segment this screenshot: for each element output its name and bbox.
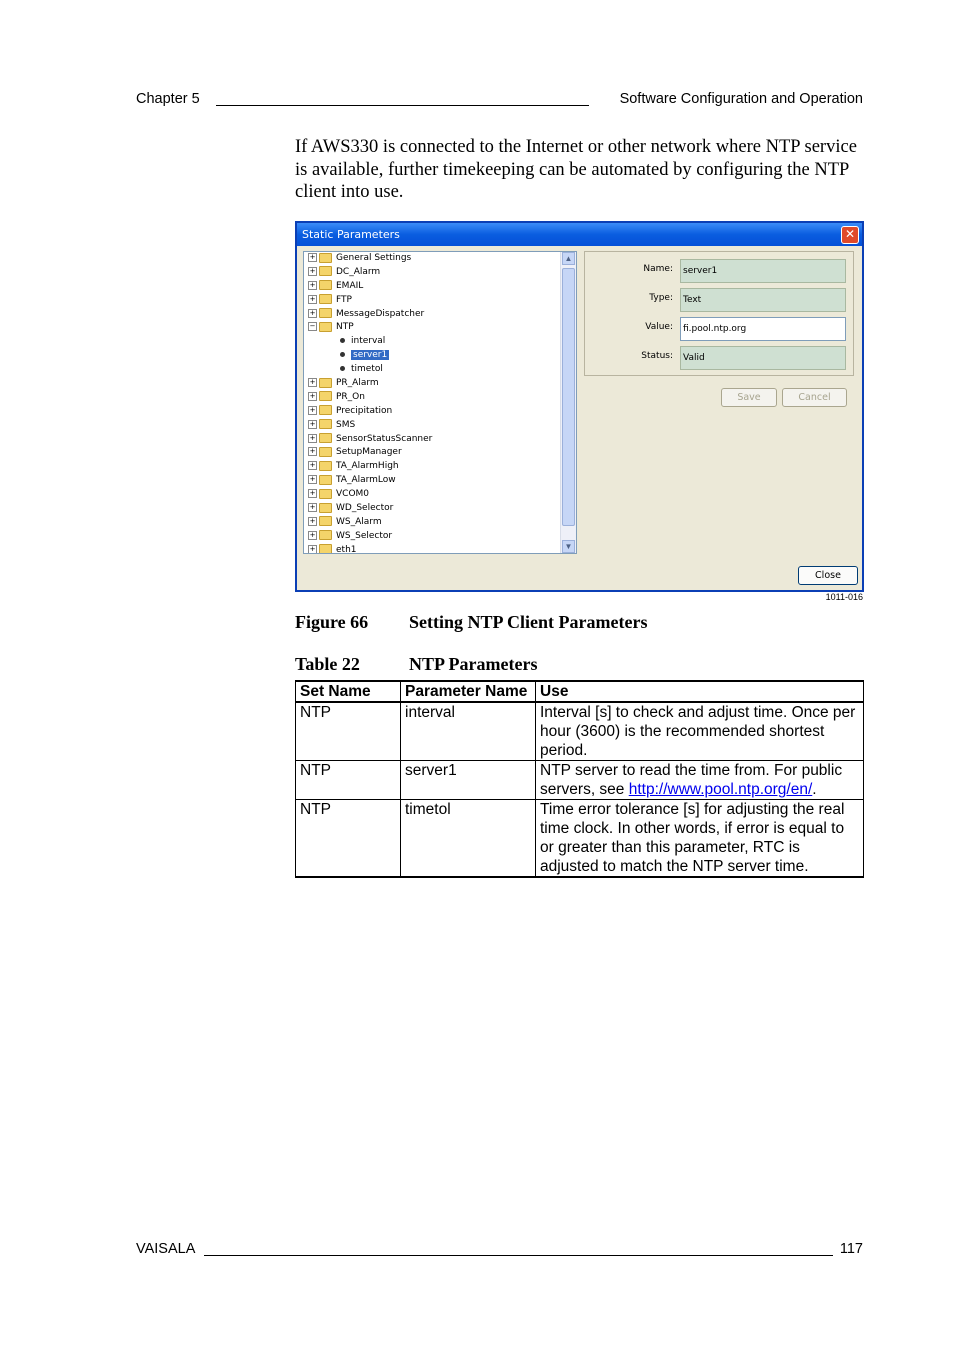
tree-folder-label: WD_Selector	[336, 503, 394, 514]
tree-folder[interactable]	[304, 544, 576, 554]
expand-icon[interactable]: +	[309, 391, 316, 400]
tree-leaf-label: timetol	[351, 364, 383, 375]
tree-leaf-timetol[interactable]	[304, 363, 576, 377]
table-row	[296, 800, 864, 878]
expand-icon[interactable]: +	[309, 419, 316, 428]
collapse-icon[interactable]: −	[309, 322, 316, 331]
tree-folder[interactable]	[304, 530, 576, 544]
folder-icon	[319, 280, 332, 290]
status-row	[585, 346, 853, 370]
use-suffix: .	[812, 781, 817, 798]
folder-icon	[319, 266, 332, 276]
expand-icon[interactable]: +	[309, 447, 316, 456]
folder-icon	[319, 294, 332, 304]
table-row	[296, 761, 864, 800]
tree-folder[interactable]	[304, 321, 576, 335]
folder-icon	[319, 530, 332, 540]
intro-paragraph: If AWS330 is connected to the Internet or other network where NTP service is available, further timekeeping can be automated by configuring the NTP client into use.	[295, 137, 857, 202]
folder-icon	[319, 503, 332, 513]
header-rule	[216, 105, 589, 106]
folder-icon	[319, 489, 332, 499]
expand-icon[interactable]: +	[309, 378, 316, 387]
tree-folder-label: WS_Selector	[336, 530, 393, 541]
tree-folder[interactable]	[304, 252, 576, 266]
folder-icon	[319, 516, 332, 526]
table-title: NTP Parameters	[409, 654, 538, 674]
expand-icon[interactable]: +	[309, 516, 316, 525]
tree-leaf-server1[interactable]	[304, 349, 576, 363]
folder-icon	[319, 433, 332, 443]
value-row	[585, 317, 853, 341]
save-button[interactable]: Save	[721, 388, 777, 407]
tree-folder[interactable]	[304, 446, 576, 460]
tree-folder[interactable]	[304, 391, 576, 405]
name-field: server1	[680, 259, 846, 283]
figure-id: 1011-016	[825, 592, 863, 602]
tree-folder-label: Precipitation	[336, 405, 393, 416]
folder-icon	[319, 391, 332, 401]
folder-icon	[319, 405, 332, 415]
tree-folder-label: WS_Alarm	[336, 516, 382, 527]
figure-caption	[295, 612, 647, 633]
tree-leaf-label: interval	[351, 336, 386, 347]
tree-list	[304, 252, 576, 554]
tree-folder-label: TA_AlarmHigh	[336, 461, 399, 472]
status-label: Status:	[641, 351, 673, 361]
cell-set: NTP	[296, 800, 401, 878]
cell-set: NTP	[296, 702, 401, 761]
tree-folder-label: NTP	[336, 322, 354, 333]
scroll-thumb[interactable]	[562, 268, 575, 526]
parameter-icon	[340, 338, 345, 343]
status-field: Valid	[680, 346, 846, 370]
tree-leaf-label: server1	[353, 350, 388, 361]
pool-ntp-link[interactable]: http://www.pool.ntp.org/en/	[628, 781, 813, 798]
table-number: Table 22	[295, 654, 360, 674]
tree-folder-label: SMS	[336, 419, 356, 430]
tree-folder-label: MessageDispatcher	[336, 308, 425, 319]
folder-icon	[319, 544, 332, 554]
tree-folder-label: PR_Alarm	[336, 378, 379, 389]
tree-folder[interactable]	[304, 294, 576, 308]
tree-folder[interactable]	[304, 502, 576, 516]
ntp-parameters-table	[295, 680, 864, 878]
tree-folder[interactable]	[304, 460, 576, 474]
type-row	[585, 288, 853, 312]
folder-icon	[319, 475, 332, 485]
figure-number: Figure 66	[295, 612, 369, 632]
chapter-label: Chapter 5	[136, 91, 200, 107]
value-label: Value:	[645, 322, 673, 332]
cancel-button[interactable]: Cancel	[782, 388, 847, 407]
name-row	[585, 259, 853, 283]
scroll-down-icon[interactable]: ▼	[562, 540, 575, 553]
parameter-icon	[340, 352, 345, 357]
type-field: Text	[680, 288, 846, 312]
tree-folder-label: FTP	[336, 294, 352, 305]
tree-folder[interactable]	[304, 280, 576, 294]
tree-folder[interactable]	[304, 266, 576, 280]
tree-folder[interactable]	[304, 474, 576, 488]
expand-icon[interactable]: +	[309, 405, 316, 414]
tree-folder[interactable]	[304, 419, 576, 433]
expand-icon[interactable]: +	[309, 280, 316, 289]
close-button[interactable]: Close	[798, 566, 858, 585]
cell-param: timetol	[401, 800, 536, 878]
section-title: Software Configuration and Operation	[619, 91, 863, 107]
tree-folder-label: TA_AlarmLow	[336, 475, 396, 486]
name-label: Name:	[643, 264, 673, 274]
folder-icon	[319, 308, 332, 318]
static-parameters-dialog	[295, 221, 864, 592]
tree-folder-label: SensorStatusScanner	[336, 433, 433, 444]
header-use: Use	[536, 681, 864, 702]
dialog-title: Static Parameters	[302, 228, 400, 241]
folder-icon	[319, 378, 332, 388]
dialog-title-bar	[297, 223, 862, 246]
tree-folder-label: VCOM0	[336, 489, 370, 500]
cell-use: Time error tolerance [s] for adjusting the real time clock. In other words, if error is equal to or greater than this parameter, RTC is adjusted to match the NTP server time.	[536, 800, 864, 878]
cell-set: NTP	[296, 761, 401, 800]
tree-folder[interactable]	[304, 433, 576, 447]
parameter-tree	[303, 251, 577, 554]
parameter-icon	[340, 366, 345, 371]
tree-folder-label: General Settings	[336, 253, 412, 263]
expand-icon[interactable]: +	[309, 489, 316, 498]
expand-icon[interactable]: +	[309, 294, 316, 303]
type-label: Type:	[649, 293, 673, 303]
expand-icon[interactable]: +	[309, 308, 316, 317]
table-row	[296, 702, 864, 761]
cell-param: server1	[401, 761, 536, 800]
folder-icon	[319, 322, 332, 332]
parameter-panel	[584, 251, 854, 376]
page-number: 117	[839, 1241, 863, 1257]
folder-icon	[319, 419, 332, 429]
header-set-name: Set Name	[296, 681, 401, 702]
close-icon[interactable]: ✕	[841, 226, 859, 244]
folder-icon	[319, 253, 332, 263]
footer-rule	[204, 1255, 833, 1256]
folder-icon	[319, 461, 332, 471]
cell-use	[536, 761, 864, 800]
table-caption	[295, 654, 537, 675]
tree-folder-label: eth1	[336, 544, 357, 554]
tree-folder[interactable]	[304, 488, 576, 502]
tree-folder-label: EMAIL	[336, 280, 364, 291]
tree-folder[interactable]	[304, 377, 576, 391]
folder-icon	[319, 447, 332, 457]
scroll-up-icon[interactable]: ▲	[562, 252, 575, 265]
tree-scrollbar[interactable]	[560, 252, 576, 553]
tree-folder-label: DC_Alarm	[336, 266, 381, 277]
tree-folder[interactable]	[304, 516, 576, 530]
expand-icon[interactable]: +	[309, 461, 316, 470]
expand-icon[interactable]: +	[309, 253, 316, 261]
use-text: NTP server to read the time from. For public servers, see	[540, 762, 843, 798]
expand-icon[interactable]: +	[309, 544, 316, 553]
expand-icon[interactable]: +	[309, 503, 316, 512]
tree-folder-label: PR_On	[336, 391, 365, 402]
tree-folder-label: SetupManager	[336, 447, 402, 458]
expand-icon[interactable]: +	[309, 433, 316, 442]
tree-leaf-interval[interactable]	[304, 335, 576, 349]
cell-param: interval	[401, 702, 536, 761]
table-header-row	[296, 681, 864, 702]
header-parameter-name: Parameter Name	[401, 681, 536, 702]
tree-folder[interactable]	[304, 405, 576, 419]
cell-use: Interval [s] to check and adjust time. Once per hour (3600) is the recommended shortest period.	[536, 702, 864, 761]
expand-icon[interactable]: +	[309, 530, 316, 539]
figure-title: Setting NTP Client Parameters	[409, 612, 648, 632]
expand-icon[interactable]: +	[309, 266, 316, 275]
company-name: VAISALA	[136, 1241, 196, 1257]
value-input[interactable]: fi.pool.ntp.org	[680, 317, 846, 341]
expand-icon[interactable]: +	[309, 475, 316, 484]
tree-folder[interactable]	[304, 308, 576, 322]
